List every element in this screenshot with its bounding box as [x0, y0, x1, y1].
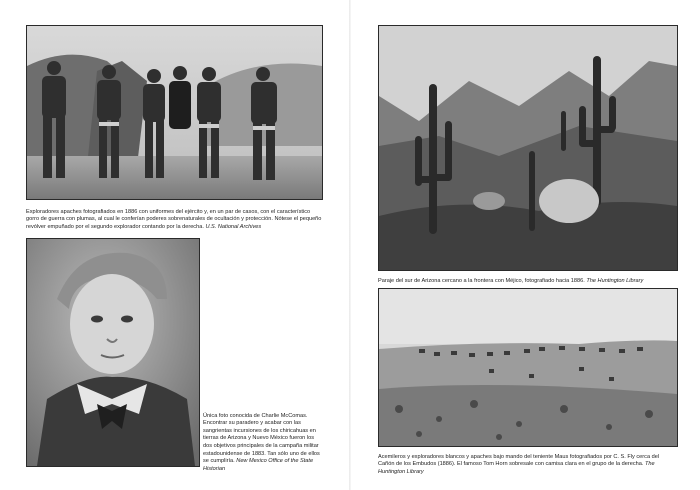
photo-credit: New Mexico Office of the State Historian [203, 458, 314, 472]
arizona-desert-photo [378, 25, 678, 271]
photo-credit: U.S. National Archives [205, 223, 262, 230]
photo-credit: The Huntington Library [378, 461, 655, 475]
apache-scouts-caption [26, 209, 322, 232]
page-gutter [349, 0, 351, 490]
mule-column-caption [378, 454, 676, 477]
mule-column-photo [378, 288, 678, 447]
charlie-mccomas-portrait [26, 238, 200, 467]
caption-text: Única foto conocida de Charlie McComas. Encontrar su paradero y acabar con las sangrientas incursiones de los chiricahuas en tierras de Arizona y Nuevo México fueron los dos objetivos principales de la campaña militar estadounidense de 1883. Tan sólo uno de ellos se cumpliría. [203, 412, 320, 465]
caption-text: Acemileros y exploradores blancos y apaches bajo mando del teniente Maus fotografiados por C. S. Fly cerca del Cañón de los Embudos (1886). El famoso Tom Horn sobresale con camisa clara en el grupo de la derecha. [378, 453, 660, 468]
apache-scouts-photo [26, 25, 323, 200]
caption-text: Paraje del sur de Arizona cercano a la frontera con Méjico, fotografiado hacia 1886. [378, 277, 585, 284]
arizona-desert-caption [378, 278, 676, 286]
photo-credit: The Huntington Library [586, 277, 644, 284]
charlie-mccomas-caption [203, 413, 321, 474]
caption-text: Exploradores apaches fotografiados en 1886 con uniformes del ejército y, en un par de casos, con el característico gorro de guerra con plumas, al cual le conferían poderes sobrenaturales de ocultación y protección. Nótese el pequeño revólver empuñado por el segundo explorador contando por la derecha. [26, 208, 322, 230]
